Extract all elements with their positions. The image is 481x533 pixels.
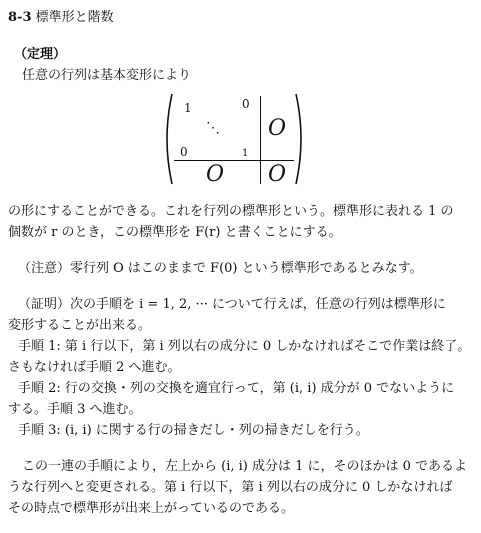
theorem-label: （定理） <box>14 47 67 62</box>
matrix-entry-zero-bottom: 0 <box>180 145 188 159</box>
paragraph1-line2: 個数が r のとき，この標準形を F(r) と書くことにする。 <box>8 225 342 240</box>
matrix-vertical-divider <box>260 96 261 184</box>
section-title: 標準形と階数 <box>35 10 114 25</box>
step2-line1: 手順 2: 行の交換・列の交換を適宜行って，第 (i, i) 成分が 0 でないように <box>18 381 455 396</box>
matrix-horizontal-divider <box>174 160 294 161</box>
matrix-entry-zero-top: 0 <box>242 97 250 111</box>
proof-line1: （証明）次の手順を i = 1, 2, ··· について行えば，任意の行列は標準形に <box>18 297 446 312</box>
section-heading <box>8 10 114 26</box>
right-paren-icon <box>294 92 308 186</box>
left-paren-icon <box>160 92 174 186</box>
matrix-entry-one-bottom: 1 <box>242 148 249 159</box>
matrix-block-bottom-right: O <box>268 162 287 187</box>
step2-line2: する。手順 3 へ進む。 <box>8 402 142 417</box>
theorem-intro: 任意の行列は基本変形により <box>22 68 192 83</box>
paragraph1-line1: の形にすることができる。これを行列の標準形という。標準形に表れる 1 の <box>8 204 454 219</box>
note-text: （注意）零行列 O はこのままで F(0) という標準形であるとみなす。 <box>18 261 423 276</box>
conclusion-line2: うな行列へと変更される。第 i 行以下，第 i 列以右の成分に 0 しかなければ <box>8 480 453 495</box>
matrix-block-bottom-left: O <box>206 162 225 187</box>
matrix-block-right: O <box>268 116 287 141</box>
step3-line: 手順 3: (i, i) に関する行の掃きだし・列の掃きだしを行う。 <box>18 423 369 438</box>
step1-line2: さもなければ手順 2 へ進む。 <box>8 360 181 375</box>
step1-line1: 手順 1: 第 i 行以下，第 i 列以右の成分に 0 しかなければそこで作業は終了。 <box>18 339 471 354</box>
conclusion-line3: その時点で標準形が出来上がっているのである。 <box>8 501 295 516</box>
standard-form-matrix <box>160 92 308 190</box>
conclusion-line1: この一連の手順により，左上から (i, i) 成分は 1 に，そのほかは 0 であるよ <box>22 459 468 474</box>
proof-line2: 変形することが出来る。 <box>8 318 152 333</box>
matrix-entry-one-top: 1 <box>184 101 192 115</box>
section-number: 8-3 <box>8 10 32 25</box>
matrix-diagonal-dots: ⋱ <box>206 120 220 136</box>
